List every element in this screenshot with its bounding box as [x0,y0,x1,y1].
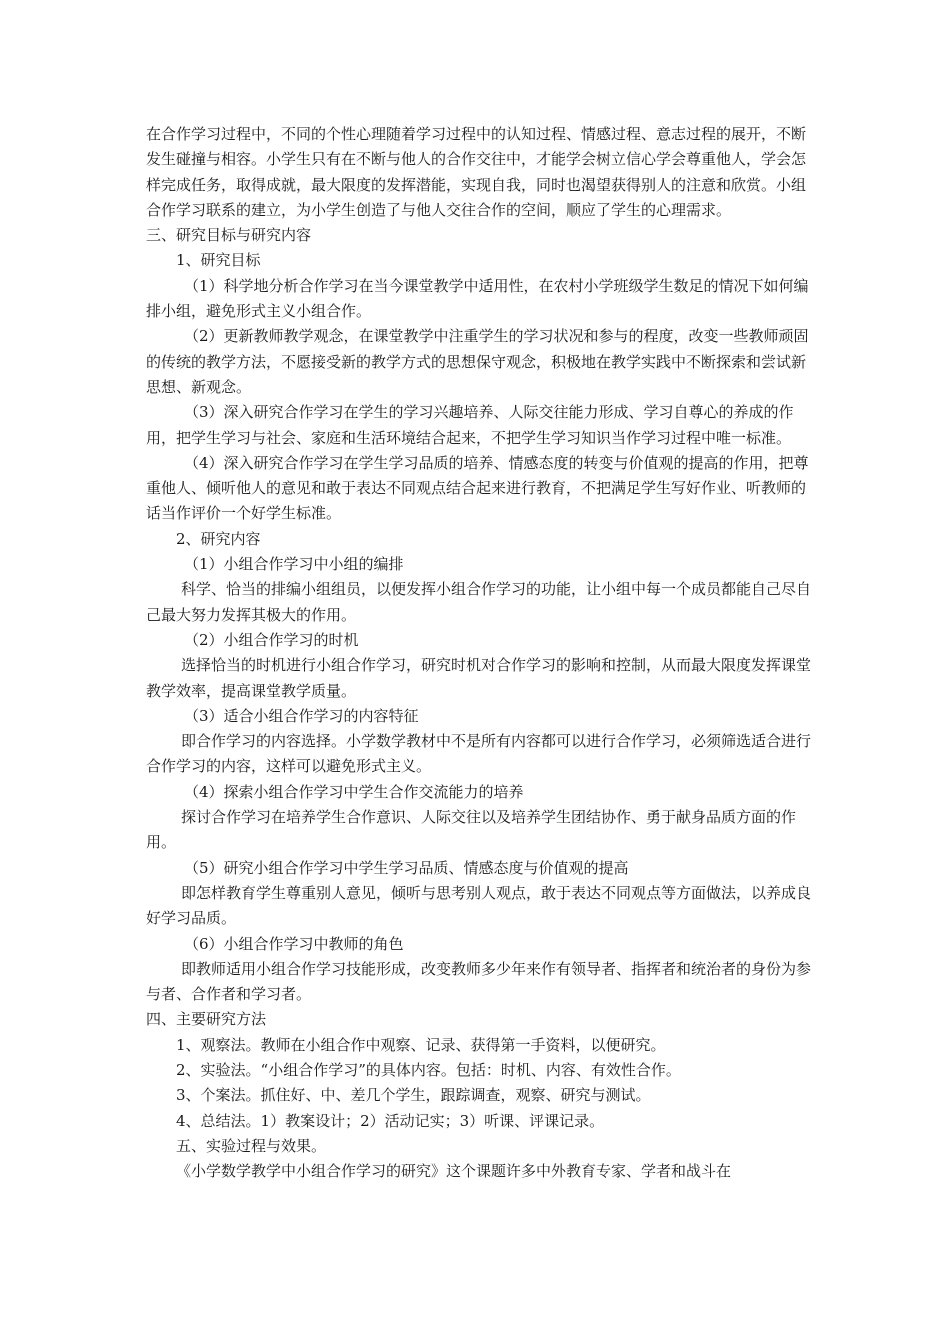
content-item-6-body: 即教师适用小组合作学习技能形成，改变教师多少年来作有领导者、指挥者和统治者的身份为参与者、合作者和学习者。 [146,959,812,1004]
content-item-4-body: 探讨合作学习在培养学生合作意识、人际交往以及培养学生团结协作、勇于献身品质方面的作用。 [146,808,797,852]
content-item-1-body: 科学、恰当的排编小组组员，以便发挥小组合作学习的功能，让小组中每一个成员都能自己尽自己最大努力发挥其极大的作用。 [146,580,812,624]
method-4: 4、总结法。1）教案设计；2）活动记实；3）听课、评课记录。 [176,1111,605,1130]
section-5-paragraph: 《小学数学教学中小组合作学习的研究》这个课题许多中外教育专家、学者和战斗在 [176,1162,732,1181]
content-item-2-title: （2）小组合作学习的时机 [184,630,359,649]
research-content-heading: 2、研究内容 [176,529,261,548]
research-goals-heading: 1、研究目标 [176,251,261,270]
content-item-6-title: （6）小组合作学习中教师的角色 [184,934,404,953]
document-page [146,122,818,1184]
method-2: 2、实验法。“小组合作学习”的具体内容。包括：时机、内容、有效性合作。 [176,1060,681,1079]
content-item-4-title: （4）探索小组合作学习中学生合作交流能力的培养 [184,782,524,801]
research-goal-2: （2）更新教师教学观念，在课堂教学中注重学生的学习状况和参与的程度，改变一些教师顽固的传统的教学方法，不愿接受新的教学方式的思想保守观念，积极地在教学实践中不断探索和尝试新思想、新观念。 [146,327,809,396]
content-item-5-body: 即怎样教育学生尊重别人意见，倾听与思考别人观点，敢于表达不同观点等方面做法，以养成良好学习品质。 [146,883,812,928]
research-goal-4: （4）深入研究合作学习在学生学习品质的培养、情感态度的转变与价值观的提高的作用，把尊重他人、倾听他人的意见和敢于表达不同观点结合起来进行教育，不把满足学生写好作业、听教师的话当作评价一个好学生标准。 [146,453,809,523]
research-goal-3: （3）深入研究合作学习在学生的学习兴趣培养、人际交往能力形成、学习自尊心的养成的作用，把学生学习与社会、家庭和生活环境结合起来，不把学生学习知识当作学习过程中唯一标准。 [146,403,794,447]
content-item-2-body: 选择恰当的时机进行小组合作学习，研究时机对合作学习的影响和控制，从而最大限度发挥课堂教学效率，提高课堂教学质量。 [146,656,812,700]
content-item-3-title: （3）适合小组合作学习的内容特征 [184,706,419,725]
content-item-5-title: （5）研究小组合作学习中学生学习品质、情感态度与价值观的提高 [184,858,629,877]
intro-paragraph: 在合作学习过程中，不同的个性心理随着学习过程中的认知过程、情感过程、意志过程的展开，不断发生碰撞与相容。小学生只有在不断与他人的合作交往中，才能学会树立信心学会尊重他人，学会怎样完成任务，取得成就，最大限度的发挥潜能，实现自我，同时也渴望获得别人的注意和欣赏。小组合作学习联系的建立，为小学生创造了与他人交往合作的空间，顺应了学生的心理需求。 [146,125,807,219]
content-item-1-title: （1）小组合作学习中小组的编排 [184,555,404,574]
method-3: 3、个案法。抓住好、中、差几个学生，跟踪调查，观察、研究与测试。 [176,1086,651,1105]
section-5-heading: 五、实验过程与效果。 [176,1136,327,1155]
content-item-3-body: 即合作学习的内容选择。小学数学教材中不是所有内容都可以进行合作学习，必须筛选适合进行合作学习的内容，这样可以避免形式主义。 [146,732,812,776]
section-3-heading: 三、研究目标与研究内容 [146,226,312,245]
research-goal-1: （1）科学地分析合作学习在当今课堂教学中适用性，在农村小学班级学生数足的情况下如何编排小组，避免形式主义小组合作。 [146,276,809,321]
method-1: 1、观察法。教师在小组合作中观察、记录、获得第一手资料，以便研究。 [176,1035,666,1054]
section-4-heading: 四、主要研究方法 [146,1010,267,1029]
